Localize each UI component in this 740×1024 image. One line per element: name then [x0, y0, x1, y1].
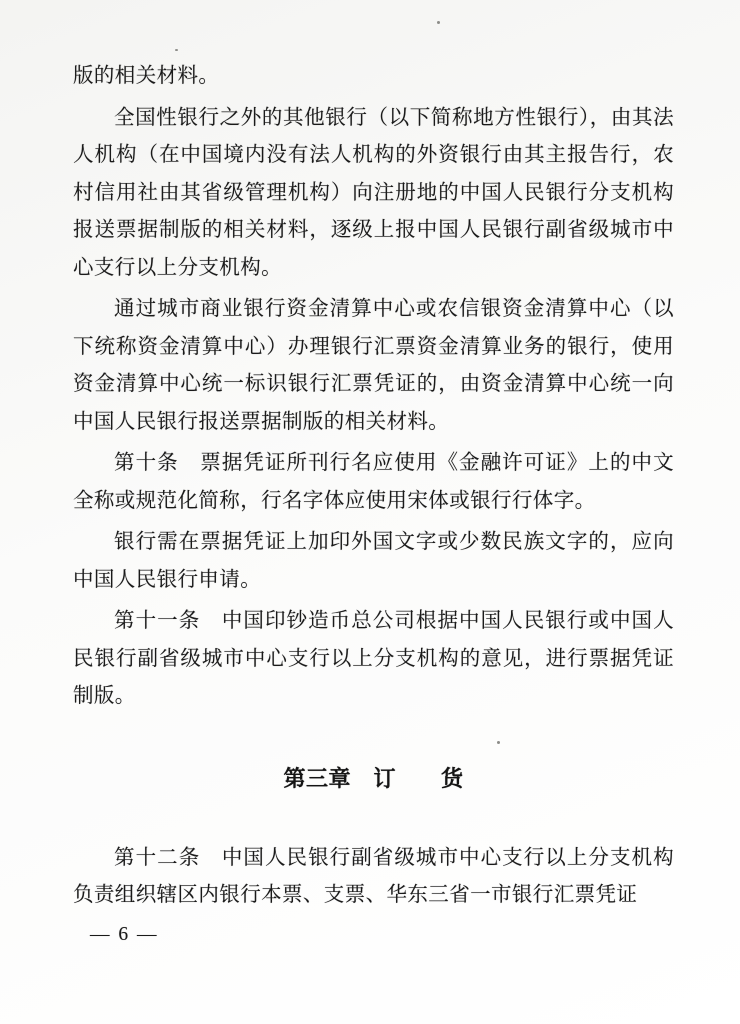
- paragraph: 银行需在票据凭证上加印外国文字或少数民族文字的，应向中国人民银行申请。: [73, 531, 674, 591]
- scan-speck: [497, 741, 500, 744]
- paragraph: 第十二条 中国人民银行副省级城市中心支行以上分支机构负责组织辖区内银行本票、支票、华东三省一市银行汇票凭证: [73, 846, 674, 906]
- scan-speck: [437, 21, 440, 24]
- paragraph: 通过城市商业银行资金清算中心或农信银资金清算中心（以下统称资金清算中心）办理银行汇票资金清算业务的银行，使用资金清算中心统一标识银行汇票凭证的，由资金清算中心统一向中国人民银行报送票据制版的相关材料。: [73, 298, 674, 433]
- paragraph: 第十一条 中国印钞造币总公司根据中国人民银行或中国人民银行副省级城市中心支行以上分支机构的意见，进行票据凭证制版。: [73, 610, 674, 707]
- paragraph: 第十条 票据凭证所刊行名应使用《金融许可证》上的中文全称或规范化简称，行名字体应使用宋体或银行行体字。: [73, 452, 674, 512]
- page-number: — 6 —: [90, 924, 159, 945]
- document-body: [73, 58, 674, 915]
- scan-speck: [175, 49, 178, 51]
- chapter-heading: 第三章 订 货: [283, 765, 464, 791]
- paragraph: 全国性银行之外的其他银行（以下简称地方性银行），由其法人机构（在中国境内没有法人机构的外资银行由其主报告行，农村信用社由其省级管理机构）向注册地的中国人民银行分支机构报送票据制版的相关材料，逐级上报中国人民银行副省级城市中心支行以上分支机构。: [73, 106, 674, 279]
- paragraph: 版的相关材料。: [73, 65, 220, 87]
